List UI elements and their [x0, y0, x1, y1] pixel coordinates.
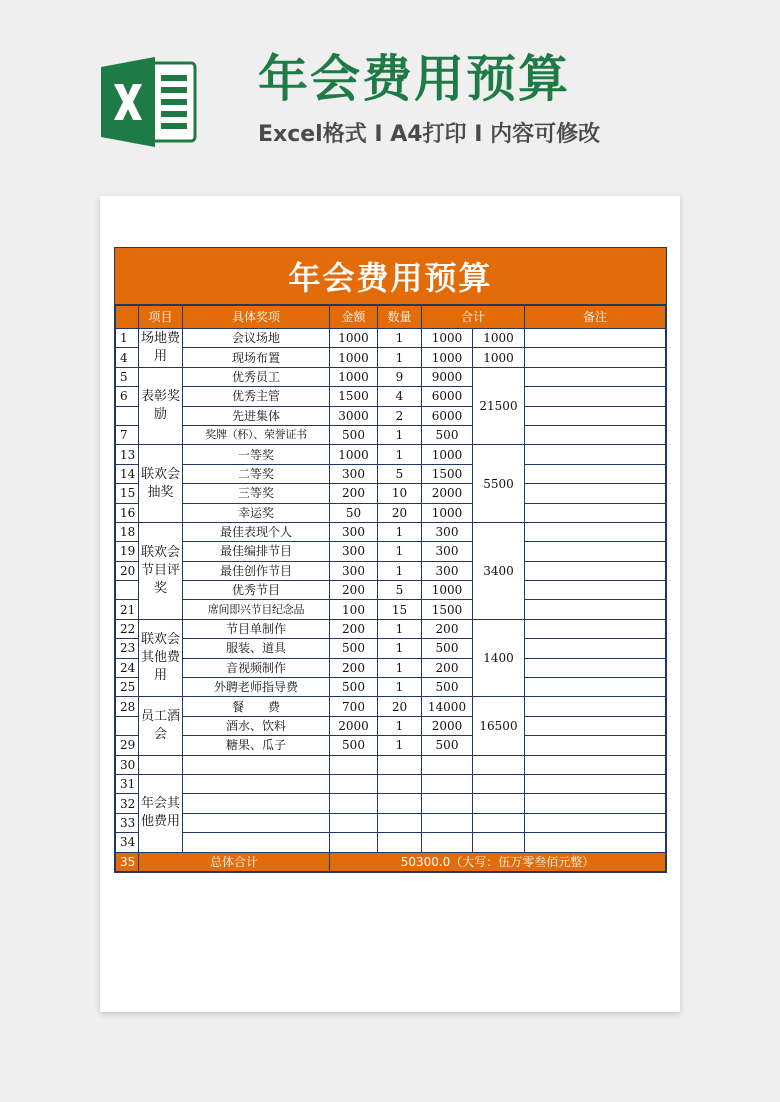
row-number: 21 [116, 600, 139, 619]
col-no [116, 306, 139, 329]
sheet-banner: 年会费用预算 [115, 248, 666, 305]
table-row [116, 387, 666, 406]
col-category: 项目 [139, 306, 183, 329]
line-total-cell: 1000 [422, 581, 473, 600]
qty-cell: 1 [378, 522, 422, 541]
group-total-cell [473, 813, 525, 832]
item-cell: 幸运奖 [183, 503, 330, 522]
qty-cell: 1 [378, 425, 422, 444]
note-cell[interactable] [525, 755, 666, 774]
table-row [116, 755, 666, 774]
note-cell[interactable] [525, 716, 666, 735]
amount-cell: 200 [330, 484, 378, 503]
line-total-cell[interactable] [422, 813, 473, 832]
item-cell: 餐 费 [183, 697, 330, 716]
row-number: 24 [116, 658, 139, 677]
amount-cell[interactable] [330, 833, 378, 852]
row-number: 1 [116, 329, 139, 348]
qty-cell: 10 [378, 484, 422, 503]
table-row [116, 600, 666, 619]
table-row [116, 794, 666, 813]
total-row [116, 852, 666, 871]
item-cell: 最佳创作节目 [183, 561, 330, 580]
amount-cell[interactable] [330, 794, 378, 813]
item-cell: 酒水、饮料 [183, 716, 330, 735]
page-title: 年会费用预算 [258, 50, 570, 108]
table-row [116, 406, 666, 425]
item-cell: 三等奖 [183, 484, 330, 503]
line-total-cell: 200 [422, 619, 473, 638]
col-item: 具体奖项 [183, 306, 330, 329]
row-number: 28 [116, 697, 139, 716]
item-cell[interactable] [183, 794, 330, 813]
note-cell[interactable] [525, 600, 666, 619]
line-total-cell: 2000 [422, 484, 473, 503]
budget-sheet [114, 247, 667, 873]
qty-cell: 4 [378, 387, 422, 406]
amount-cell: 300 [330, 522, 378, 541]
item-cell: 奖牌（杯）、荣誉证书 [183, 425, 330, 444]
item-cell: 席间即兴节目纪念品 [183, 600, 330, 619]
table-row [116, 736, 666, 755]
table-row [116, 658, 666, 677]
line-total-cell: 1000 [422, 329, 473, 348]
line-total-cell: 500 [422, 425, 473, 444]
note-cell[interactable] [525, 813, 666, 832]
note-cell[interactable] [525, 678, 666, 697]
table-row [116, 503, 666, 522]
group-total-cell: 3400 [473, 522, 525, 619]
qty-cell: 1 [378, 716, 422, 735]
row-number: 5 [116, 367, 139, 386]
qty-cell: 1 [378, 736, 422, 755]
note-cell[interactable] [525, 387, 666, 406]
group-total-cell: 21500 [473, 367, 525, 445]
amount-cell: 200 [330, 581, 378, 600]
qty-cell: 1 [378, 678, 422, 697]
qty-cell: 20 [378, 697, 422, 716]
qty-cell: 1 [378, 619, 422, 638]
qty-cell[interactable] [378, 794, 422, 813]
line-total-cell: 500 [422, 678, 473, 697]
item-cell: 优秀主管 [183, 387, 330, 406]
row-number [116, 716, 139, 735]
amount-cell: 500 [330, 736, 378, 755]
amount-cell: 200 [330, 658, 378, 677]
item-cell: 服装、道具 [183, 639, 330, 658]
note-cell[interactable] [525, 348, 666, 367]
row-number: 19 [116, 542, 139, 561]
budget-table [115, 305, 666, 872]
col-amount: 金额 [330, 306, 378, 329]
qty-cell: 1 [378, 658, 422, 677]
amount-cell: 1500 [330, 387, 378, 406]
qty-cell[interactable] [378, 755, 422, 774]
row-number: 13 [116, 445, 139, 464]
amount-cell[interactable] [330, 813, 378, 832]
col-subtotal: 合计 [422, 306, 525, 329]
qty-cell: 5 [378, 581, 422, 600]
note-cell[interactable] [525, 542, 666, 561]
group-total-cell [473, 794, 525, 813]
row-number: 29 [116, 736, 139, 755]
category-cell: 场地费用 [139, 329, 183, 368]
row-number: 32 [116, 794, 139, 813]
note-cell[interactable] [525, 619, 666, 638]
qty-cell: 20 [378, 503, 422, 522]
table-row [116, 425, 666, 444]
line-total-cell: 1000 [422, 445, 473, 464]
line-total-cell: 200 [422, 658, 473, 677]
line-total-cell: 300 [422, 542, 473, 561]
header-row [116, 306, 666, 329]
line-total-cell: 1500 [422, 464, 473, 483]
note-cell[interactable] [525, 445, 666, 464]
qty-cell: 15 [378, 600, 422, 619]
table-row [116, 697, 666, 716]
line-total-cell: 500 [422, 639, 473, 658]
row-number: 23 [116, 639, 139, 658]
category-cell: 员工酒会 [139, 697, 183, 755]
item-cell: 二等奖 [183, 464, 330, 483]
item-cell: 外聘老师指导费 [183, 678, 330, 697]
item-cell: 优秀节目 [183, 581, 330, 600]
amount-cell: 200 [330, 619, 378, 638]
item-cell[interactable] [183, 813, 330, 832]
note-cell[interactable] [525, 464, 666, 483]
note-cell[interactable] [525, 425, 666, 444]
note-cell[interactable] [525, 639, 666, 658]
amount-cell: 300 [330, 464, 378, 483]
note-cell[interactable] [525, 503, 666, 522]
row-number: 7 [116, 425, 139, 444]
line-total-cell[interactable] [422, 794, 473, 813]
line-total-cell: 2000 [422, 716, 473, 735]
table-row [116, 716, 666, 735]
group-total-cell: 1000 [473, 348, 525, 367]
line-total-cell: 1500 [422, 600, 473, 619]
group-total-cell [473, 774, 525, 793]
table-row [116, 484, 666, 503]
amount-cell: 500 [330, 678, 378, 697]
table-row [116, 833, 666, 852]
qty-cell: 1 [378, 561, 422, 580]
amount-cell[interactable] [330, 774, 378, 793]
item-cell: 音视频制作 [183, 658, 330, 677]
qty-cell[interactable] [378, 813, 422, 832]
group-total-cell [473, 755, 525, 774]
item-cell[interactable] [183, 755, 330, 774]
item-cell: 一等奖 [183, 445, 330, 464]
amount-cell: 1000 [330, 348, 378, 367]
qty-cell: 5 [378, 464, 422, 483]
row-number [116, 406, 139, 425]
line-total-cell: 1000 [422, 348, 473, 367]
group-total-cell: 1400 [473, 619, 525, 697]
item-cell: 节目单制作 [183, 619, 330, 638]
amount-cell: 2000 [330, 716, 378, 735]
note-cell[interactable] [525, 329, 666, 348]
amount-cell: 300 [330, 561, 378, 580]
row-number [116, 581, 139, 600]
table-row [116, 464, 666, 483]
line-total-cell: 300 [422, 561, 473, 580]
row-number: 18 [116, 522, 139, 541]
total-value: 50300.0（大写：伍万零叁佰元整） [330, 852, 666, 871]
row-number: 34 [116, 833, 139, 852]
line-total-cell: 6000 [422, 387, 473, 406]
line-total-cell: 300 [422, 522, 473, 541]
amount-cell: 300 [330, 542, 378, 561]
line-total-cell[interactable] [422, 774, 473, 793]
page-subtitle: Excel格式 I A4打印 I 内容可修改 [258, 122, 601, 147]
table-row [116, 619, 666, 638]
row-number: 15 [116, 484, 139, 503]
table-row [116, 774, 666, 793]
total-label: 总体合计 [139, 852, 330, 871]
row-number: 22 [116, 619, 139, 638]
amount-cell: 500 [330, 639, 378, 658]
table-row [116, 678, 666, 697]
table-row [116, 367, 666, 386]
row-number: 6 [116, 387, 139, 406]
amount-cell[interactable] [330, 755, 378, 774]
note-cell[interactable] [525, 833, 666, 852]
qty-cell[interactable] [378, 774, 422, 793]
amount-cell: 100 [330, 600, 378, 619]
note-cell[interactable] [525, 484, 666, 503]
note-cell[interactable] [525, 367, 666, 386]
table-row [116, 348, 666, 367]
category-cell: 表彰奖励 [139, 367, 183, 445]
qty-cell: 1 [378, 542, 422, 561]
amount-cell: 50 [330, 503, 378, 522]
note-cell[interactable] [525, 406, 666, 425]
table-row [116, 542, 666, 561]
qty-cell: 1 [378, 348, 422, 367]
table-row [116, 445, 666, 464]
excel-logo-icon [101, 57, 197, 147]
amount-cell: 1000 [330, 445, 378, 464]
line-total-cell: 14000 [422, 697, 473, 716]
amount-cell: 500 [330, 425, 378, 444]
amount-cell: 700 [330, 697, 378, 716]
line-total-cell: 500 [422, 736, 473, 755]
row-number: 20 [116, 561, 139, 580]
note-cell[interactable] [525, 697, 666, 716]
item-cell: 最佳编排节目 [183, 542, 330, 561]
item-cell: 现场布置 [183, 348, 330, 367]
row-number: 30 [116, 755, 139, 774]
item-cell[interactable] [183, 833, 330, 852]
amount-cell: 3000 [330, 406, 378, 425]
group-total-cell: 1000 [473, 329, 525, 348]
note-cell[interactable] [525, 736, 666, 755]
row-number: 31 [116, 774, 139, 793]
note-cell[interactable] [525, 581, 666, 600]
table-row [116, 581, 666, 600]
group-total-cell: 16500 [473, 697, 525, 755]
note-cell[interactable] [525, 658, 666, 677]
category-cell: 联欢会抽奖 [139, 445, 183, 523]
table-row [116, 329, 666, 348]
category-cell: 联欢会节目评奖 [139, 522, 183, 619]
note-cell[interactable] [525, 522, 666, 541]
line-total-cell[interactable] [422, 833, 473, 852]
item-cell[interactable] [183, 774, 330, 793]
amount-cell: 1000 [330, 329, 378, 348]
row-number: 4 [116, 348, 139, 367]
line-total-cell: 9000 [422, 367, 473, 386]
table-row [116, 561, 666, 580]
note-cell[interactable] [525, 561, 666, 580]
qty-cell: 2 [378, 406, 422, 425]
table-row [116, 813, 666, 832]
qty-cell: 1 [378, 639, 422, 658]
category-cell: 联欢会其他费用 [139, 619, 183, 697]
item-cell: 优秀员工 [183, 367, 330, 386]
group-total-cell [473, 833, 525, 852]
row-number: 35 [116, 852, 139, 871]
note-cell[interactable] [525, 794, 666, 813]
note-cell[interactable] [525, 774, 666, 793]
col-qty: 数量 [378, 306, 422, 329]
line-total-cell: 1000 [422, 503, 473, 522]
qty-cell: 9 [378, 367, 422, 386]
qty-cell[interactable] [378, 833, 422, 852]
amount-cell: 1000 [330, 367, 378, 386]
qty-cell: 1 [378, 445, 422, 464]
row-number: 25 [116, 678, 139, 697]
row-number: 16 [116, 503, 139, 522]
table-row [116, 639, 666, 658]
category-cell: 年会其他费用 [139, 774, 183, 852]
line-total-cell[interactable] [422, 755, 473, 774]
item-cell: 会议场地 [183, 329, 330, 348]
category-cell [139, 755, 183, 774]
row-number: 14 [116, 464, 139, 483]
qty-cell: 1 [378, 329, 422, 348]
group-total-cell: 5500 [473, 445, 525, 523]
item-cell: 最佳表现个人 [183, 522, 330, 541]
item-cell: 糖果、瓜子 [183, 736, 330, 755]
row-number: 33 [116, 813, 139, 832]
line-total-cell: 6000 [422, 406, 473, 425]
col-note: 备注 [525, 306, 666, 329]
table-row [116, 522, 666, 541]
item-cell: 先进集体 [183, 406, 330, 425]
